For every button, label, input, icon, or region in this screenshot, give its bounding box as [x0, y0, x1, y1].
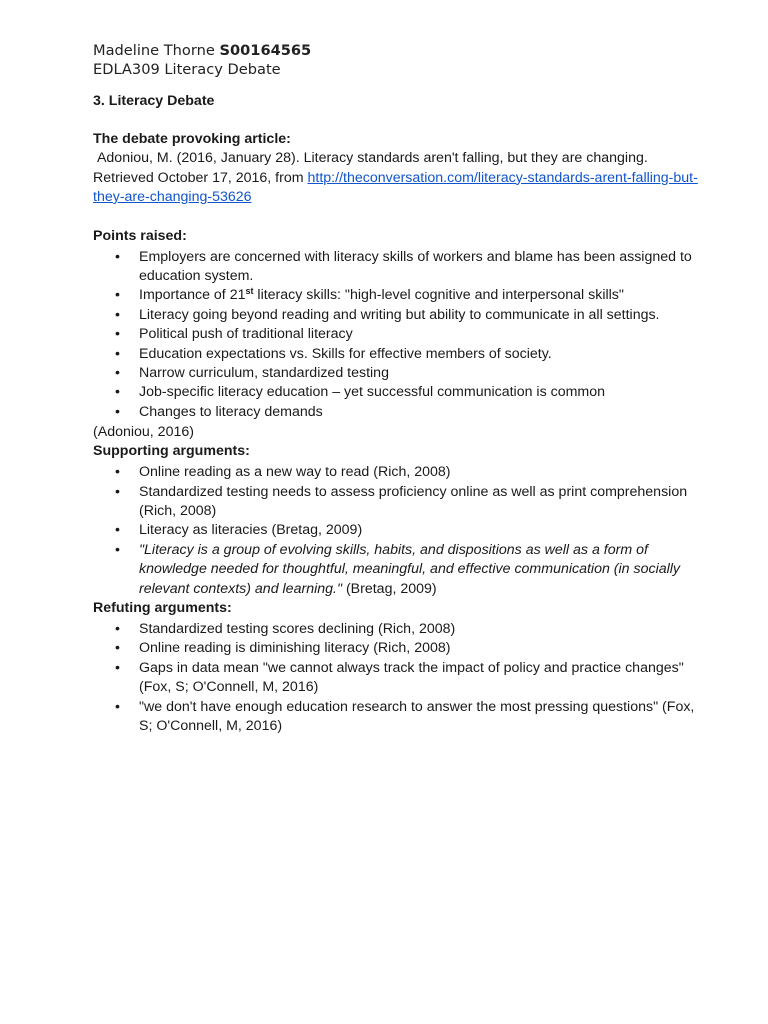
- list-item: • Standardized testing needs to assess proficiency online as well as print comprehension (Rich, 2008): [93, 483, 708, 522]
- points-source: (Adoniou, 2016): [93, 424, 194, 441]
- course-title: EDLA309 Literacy Debate: [93, 61, 281, 78]
- list-item: • Literacy going beyond reading and writing but ability to communicate in all settings.: [93, 306, 708, 325]
- citation-text: Adoniou, M. (2016, January 28). Literacy standards aren't falling, but they are changing. Retrieved October 17, 2016, from: [93, 150, 648, 186]
- quote-text: "Literacy is a group of evolving skills, habits, and dispositions as well as a form of knowledge needed for thoughtful, meaningful, and effective communication (in socially relevant contexts) and learning.": [139, 541, 681, 597]
- supporting-heading: Supporting arguments:: [93, 443, 250, 460]
- list-item: • Employers are concerned with literacy skills of workers and blame has been assigned to education system.: [93, 248, 708, 287]
- refuting-heading: Refuting arguments:: [93, 600, 232, 616]
- list-item: • Narrow curriculum, standardized testing: [93, 364, 708, 383]
- list-item: • Online reading is diminishing literacy (Rich, 2008): [93, 639, 708, 658]
- list-item: [93, 541, 708, 599]
- list-item: • Importance of 21st literacy skills: "high-level cognitive and interpersonal skills": [93, 286, 708, 305]
- list-item: • Literacy as literacies (Bretag, 2009): [93, 521, 708, 540]
- points-list: [93, 248, 708, 423]
- document-title: 3. Literacy Debate: [93, 93, 215, 109]
- student-id: S00164565: [219, 42, 312, 59]
- header-name-line: [93, 41, 708, 60]
- supporting-list: [93, 463, 708, 599]
- list-item: • "we don't have enough education research to answer the most pressing questions" (Fox, S; O'Connell, M, 2016): [93, 698, 708, 737]
- article-link[interactable]: http://theconversation.com/literacy-standards-arent-falling-but-they-are-changing-53626: [93, 169, 698, 205]
- article-citation: [93, 149, 708, 208]
- list-item: • Education expectations vs. Skills for effective members of society.: [93, 345, 708, 364]
- list-item: • Gaps in data mean "we cannot always track the impact of policy and practice changes" (Fox, S; O'Connell, M, 2016): [93, 659, 708, 698]
- refuting-list: [93, 620, 708, 736]
- list-item: • Changes to literacy demands: [93, 403, 708, 422]
- list-item: • Political push of traditional literacy: [93, 325, 708, 344]
- points-heading: Points raised:: [93, 227, 187, 244]
- list-item: • Standardized testing scores declining (Rich, 2008): [93, 620, 708, 639]
- article-heading: The debate provoking article:: [93, 131, 291, 147]
- list-item: • Job-specific literacy education – yet successful communication is common: [93, 383, 708, 402]
- author-name: Madeline Thorne: [93, 42, 215, 59]
- list-item: • Online reading as a new way to read (Rich, 2008): [93, 463, 708, 482]
- quote-citation: (Bretag, 2009): [342, 580, 437, 597]
